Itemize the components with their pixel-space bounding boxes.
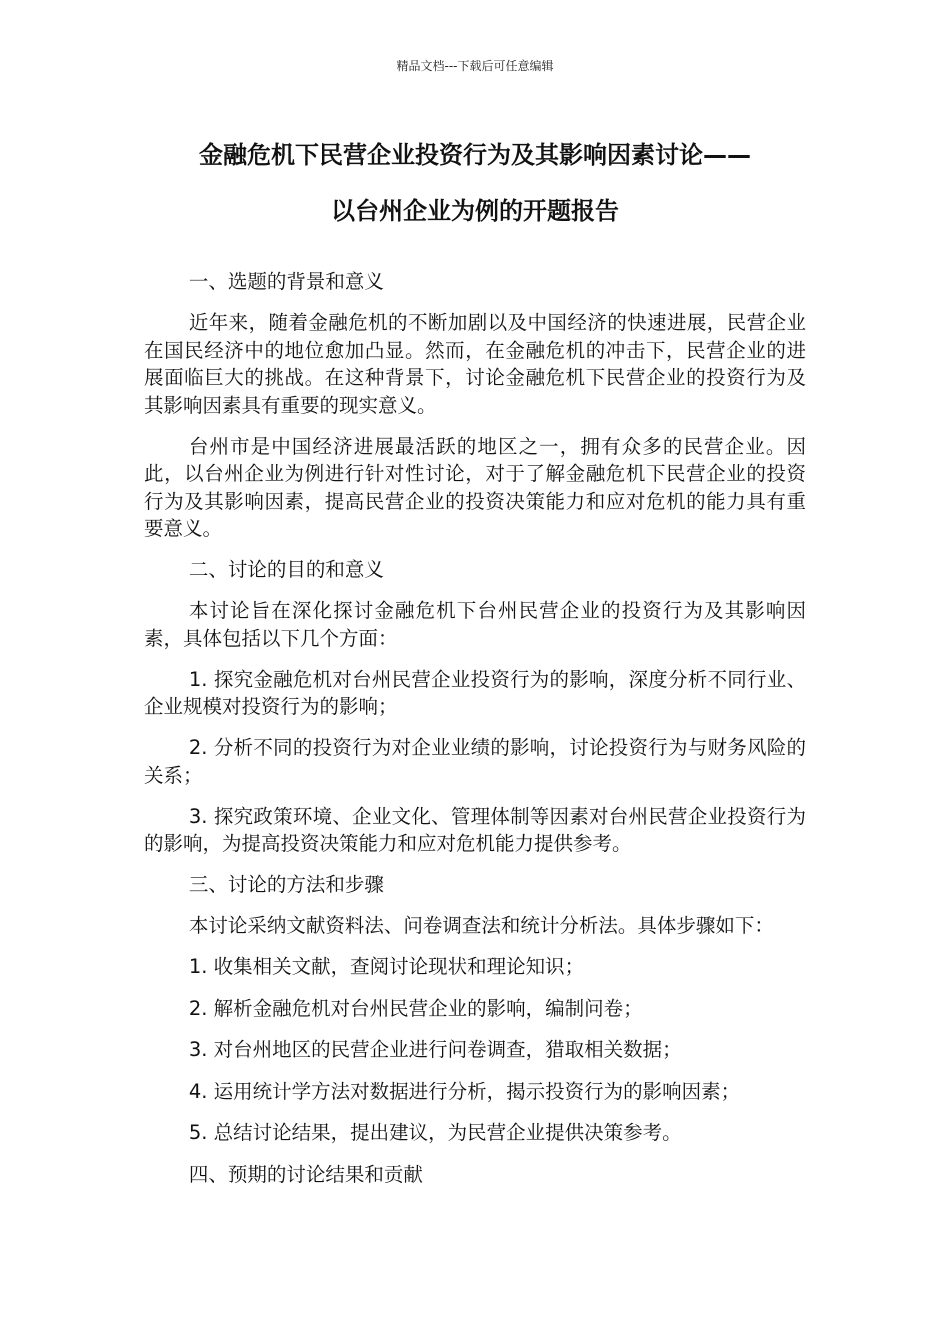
step-item: 4. 运用统计学方法对数据进行分析，揭示投资行为的影响因素；: [188, 1079, 741, 1103]
step-item: 1. 收集相关文献，查阅讨论现状和理论知识；: [188, 955, 585, 978]
section-heading: 一、选题的背景和意义: [188, 270, 384, 293]
document-title-line-2: 以台州企业为例的开题报告: [331, 197, 619, 225]
numbered-item: 3. 探究政策环境、企业文化、管理体制等因素对台州民营企业投资行为的影响，为提高投资决策能力和应对危机能力提供参考。: [144, 804, 806, 855]
step-item: 2. 解析金融危机对台州民营企业的影响，编制问卷；: [188, 996, 643, 1020]
numbered-item: 1. 探究金融危机对台州民营企业投资行为的影响，深度分析不同行业、企业规模对投资行为的影响；: [144, 667, 806, 718]
step-item: 3. 对台州地区的民营企业进行问卷调查，猎取相关数据；: [188, 1038, 682, 1061]
page-header: 精品文档---下载后可任意编辑: [396, 59, 554, 73]
numbered-item: 2. 分析不同的投资行为对企业业绩的影响，讨论投资行为与财务风险的关系；: [144, 736, 806, 787]
step-item: 5. 总结讨论结果，提出建议，为民营企业提供决策参考。: [188, 1121, 682, 1144]
document-title-line-1: 金融危机下民营企业投资行为及其影响因素讨论——: [199, 141, 751, 169]
body-paragraph: 本讨论采纳文献资料法、问卷调查法和统计分析法。具体步骤如下：: [188, 914, 774, 937]
document-body: [144, 268, 806, 1202]
body-paragraph: 台州市是中国经济进展最活跃的地区之一，拥有众多的民营企业。因此，以台州企业为例进行针对性讨论，对于了解金融危机下民营企业的投资行为及其影响因素，提高民营企业的投资决策能力和应对危机的能力具有重要意义。: [144, 434, 806, 540]
body-paragraph: 近年来，随着金融危机的不断加剧以及中国经济的快速进展，民营企业在国民经济中的地位愈加凸显。然而，在金融危机的冲击下，民营企业的进展面临巨大的挑战。在这种背景下，讨论金融危机下民营企业的投资行为及其影响因素具有重要的现实意义。: [144, 311, 806, 417]
body-paragraph: 本讨论旨在深化探讨金融危机下台州民营企业的投资行为及其影响因素，具体包括以下几个方面：: [144, 599, 806, 650]
section-heading: 四、预期的讨论结果和贡献: [188, 1162, 423, 1186]
section-heading: 三、讨论的方法和步骤: [188, 873, 384, 896]
section-heading: 二、讨论的目的和意义: [188, 558, 384, 581]
